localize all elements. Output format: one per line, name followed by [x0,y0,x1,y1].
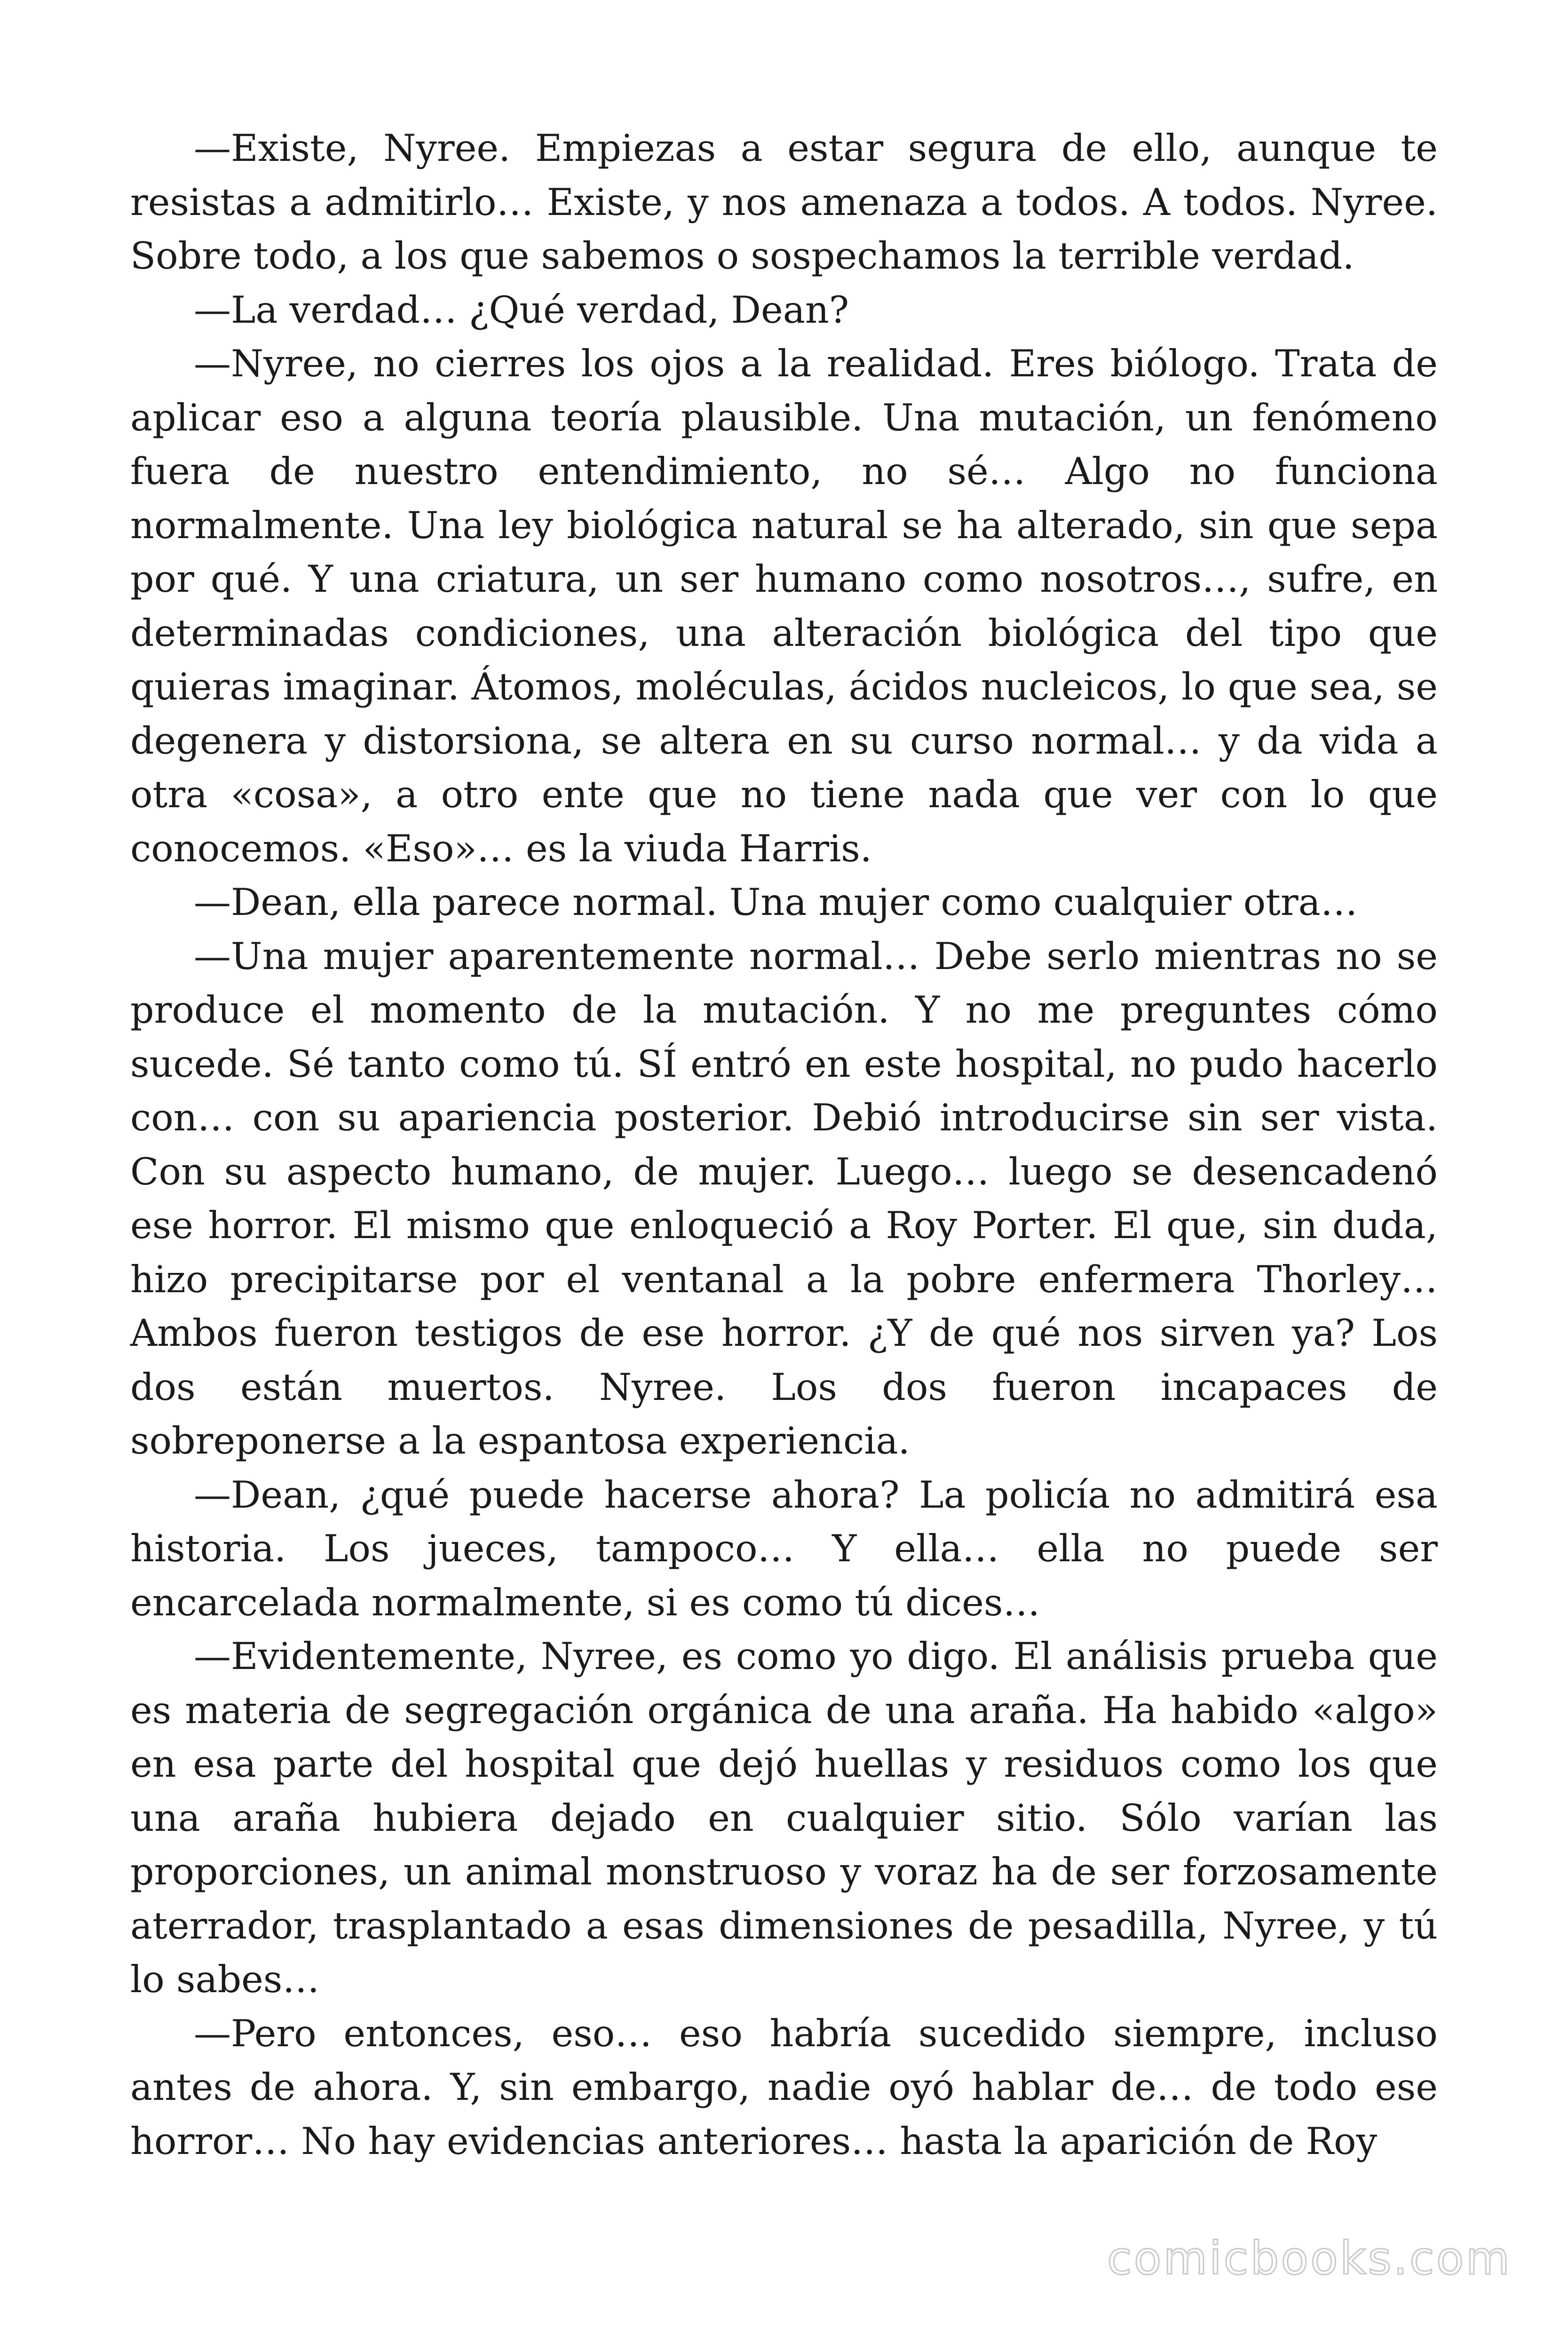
paragraph: —Evidentemente, Nyree, es como yo digo. El análisis prueba que es materia de segregación orgánica de una araña. Ha habido «algo» en esa parte del hospital que dejó huellas y residuos como los que una araña hubiera dejado en cualquier sitio. Sólo varían las proporciones, un animal monstruoso y voraz ha de ser forzosamente aterrador, trasplantado a esas dimensiones de pesadilla, Nyree, y tú lo sabes… [130,1635,1438,2001]
paragraph: —La verdad… ¿Qué verdad, Dean? [194,288,849,332]
paragraph: —Nyree, no cierres los ojos a la realidad. Eres biólogo. Trata de aplicar eso a alguna teoría plausible. Una mutación, un fenómeno fuera de nuestro entendimiento, no sé… Algo no funciona normalmente. Una ley biológica natural se ha alterado, sin que sepa por qué. Y una criatura, un ser humano como nosotros…, sufre, en determinadas condiciones, una alteración biológica del tipo que quieras imaginar. Átomos, moléculas, ácidos nucleicos, lo que sea, se degenera y distorsiona, se altera en su curso normal… y da vida a otra «cosa», a otro ente que no tiene nada que ver con lo que conocemos. «Eso»… es la viuda Harris. [130,342,1438,870]
paragraph: —Dean, ella parece normal. Una mujer como cualquier otra… [194,881,1358,924]
watermark: comicbooks.com [1107,2232,1512,2285]
page-body-text [130,121,1438,2168]
paragraph: —Una mujer aparentemente normal… Debe serlo mientras no se produce el momento de la mutación. Y no me preguntes cómo sucede. Sé tanto como tú. SÍ entró en este hospital, no pudo hacerlo con… con su apariencia posterior. Debió introducirse sin ser vista. Con su aspecto humano, de mujer. Luego… luego se desencadenó ese horror. El mismo que enloqueció a Roy Porter. El que, sin duda, hizo precipitarse por el ventanal a la pobre enfermera Thorley… Ambos fueron testigos de ese horror. ¿Y de qué nos sirven ya? Los dos están muertos. Nyree. Los dos fueron incapaces de sobreponerse a la espantosa experiencia. [130,934,1438,1462]
paragraph: —Existe, Nyree. Empiezas a estar segura de ello, aunque te resistas a admitirlo… Existe, y nos amenaza a todos. A todos. Nyree. Sobre todo, a los que sabemos o sospechamos la terrible verdad. [130,127,1438,278]
paragraph: —Dean, ¿qué puede hacerse ahora? La policía no admitirá esa historia. Los jueces, tampoco… Y ella… ella no puede ser encarcelada normalmente, si es como tú dices… [130,1473,1438,1624]
paragraph: —Pero entonces, eso… eso habría sucedido siempre, incluso antes de ahora. Y, sin embargo, nadie oyó hablar de… de todo ese horror… No hay evidencias anteriores… hasta la aparición de Roy [130,2011,1438,2163]
